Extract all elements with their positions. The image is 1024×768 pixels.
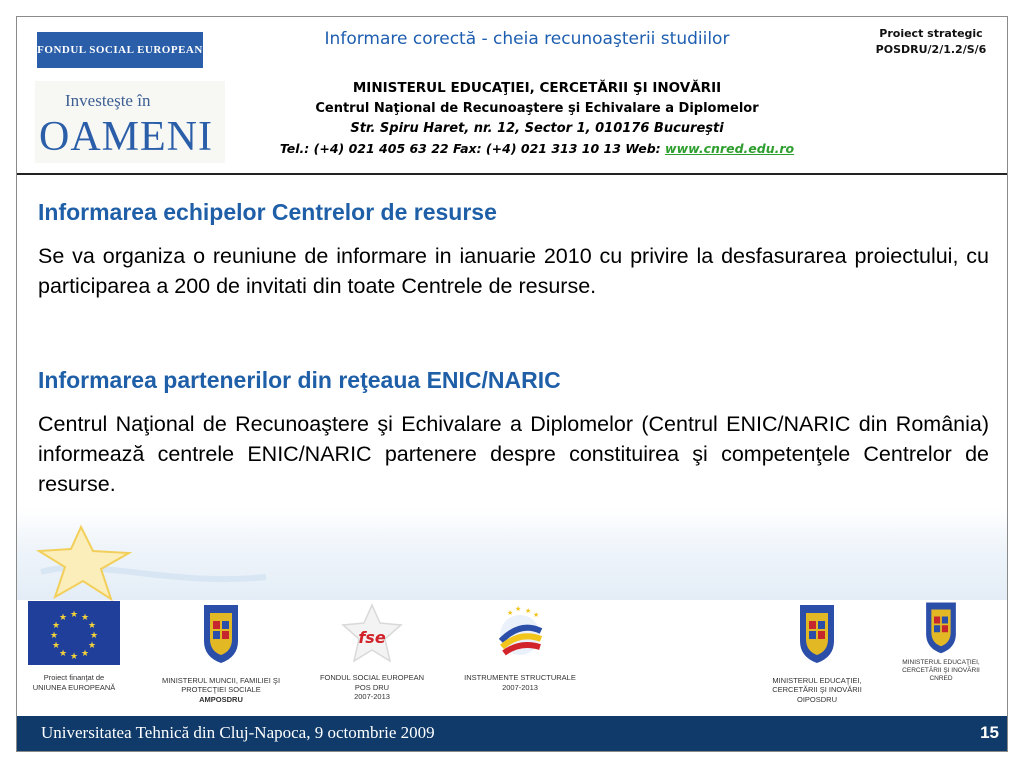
- structural-instruments-logo: [453, 601, 587, 692]
- slide: [16, 16, 1008, 752]
- svg-text:★: ★: [525, 607, 532, 615]
- section-text-enic-naric: Centrul Naţional de Recunoaştere şi Echivalare a Diplomelor (Centrul ENIC/NARIC din România) informează centrele ENIC/NARIC partenere despre constituirea şi competenţele Centrelor de resurse.: [38, 412, 989, 496]
- svg-text:★: ★: [49, 631, 59, 641]
- svg-text:★: ★: [80, 613, 90, 623]
- cnred-caption-line2: CERCETĂRII ŞI INOVĂRII: [902, 667, 980, 674]
- section-heading-enic-naric: Informarea partenerilor din reţeaua ENIC/NARIC: [38, 367, 561, 393]
- svg-text:★: ★: [80, 649, 90, 659]
- centre-name: Centrul Naţional de Recunoaştere şi Echivalare a Diplomelor: [315, 101, 759, 116]
- romanian-coat-of-arms-icon: [796, 601, 838, 665]
- svg-text:★: ★: [58, 613, 68, 623]
- slide-footer: [17, 716, 1008, 752]
- svg-text:★: ★: [69, 610, 79, 620]
- fse-caption-line2: POS DRU: [354, 682, 390, 692]
- structural-instruments-icon: [485, 601, 555, 665]
- centre-contact: [217, 139, 857, 159]
- romanian-coat-of-arms-icon: [200, 601, 242, 665]
- strategic-project-label: [853, 26, 1008, 58]
- eu-caption-line2: UNIUNEA EUROPEANĂ: [32, 682, 116, 692]
- eu-logo: [23, 601, 125, 692]
- strategic-project-line2: POSDRU/2/1.2/S/6: [875, 43, 987, 56]
- svg-text:★: ★: [87, 641, 97, 651]
- svg-text:★: ★: [51, 621, 61, 631]
- svg-text:★: ★: [87, 621, 97, 631]
- eu-caption-line1: Proiect finanţat de: [43, 673, 105, 682]
- mecti-caption-line1: MINISTERUL EDUCAŢIEI,: [772, 675, 862, 685]
- mecti-logo: [755, 601, 879, 704]
- fse-posdru-logo: [307, 601, 437, 702]
- cnred-caption-line1: MINISTERUL EDUCAŢIEI,: [902, 659, 980, 666]
- slide-header: [17, 17, 1008, 175]
- mecti-caption-line3: OIPOSDRU: [796, 694, 837, 704]
- mmfps-caption-line2: PROTECŢIEI SOCIALE: [181, 685, 261, 694]
- ministry-name: MINISTERUL EDUCAŢIEI, CERCETĂRII ŞI INOVĂRII: [352, 80, 722, 96]
- svg-text:★: ★: [69, 652, 79, 662]
- svg-text:★: ★: [533, 611, 540, 619]
- mmfps-caption-line3: AMPOSDRU: [199, 694, 243, 704]
- invest-in-people-logo: [35, 81, 225, 163]
- svg-text:★: ★: [507, 609, 514, 617]
- mmfps-caption-line1: MINISTERUL MUNCII, FAMILIEI ŞI: [161, 675, 281, 685]
- footer-text: Universitatea Tehnică din Cluj-Napoca, 9 octombrie 2009: [41, 723, 435, 742]
- svg-text:★: ★: [89, 631, 99, 641]
- si-caption-line1: INSTRUMENTE STRUCTURALE: [464, 673, 576, 682]
- contact-phone-fax: Tel.: (+4) 021 405 63 22 Fax: (+4) 021 313 10 13 Web:: [279, 141, 666, 156]
- mmfps-logo: [151, 601, 291, 704]
- section-text-resource-centres: Se va organiza o reuniune de informare in ianuarie 2010 cu privire la desfasurarea proiectului, cu participarea a 200 de invitati din toate Centrele de resurse.: [38, 244, 989, 298]
- fse-caption-line1: FONDUL SOCIAL EUROPEAN: [319, 673, 425, 682]
- svg-text:★: ★: [515, 605, 522, 613]
- mecti-caption-line2: CERCETĂRII ŞI INOVĂRII: [772, 685, 862, 694]
- strategic-project-line1: Proiect strategic: [879, 27, 983, 40]
- centre-address: Str. Spiru Haret, nr. 12, Sector 1, 010176 Bucureşti: [350, 121, 724, 136]
- page-number: 15: [980, 723, 999, 742]
- fse-caption-line3: 2007-2013: [354, 692, 390, 701]
- invest-in-people-small: Investeşte în: [65, 91, 151, 110]
- fse-logo: [37, 32, 203, 68]
- invest-in-people-big: OAMENI: [39, 114, 213, 160]
- website-link[interactable]: www.cnred.edu.ro: [665, 141, 795, 156]
- fse-mark: fse: [358, 628, 386, 647]
- ministry-block: [217, 77, 857, 159]
- header-title: Informare corectă - cheia recunoaşterii studiilor: [324, 29, 730, 49]
- si-caption-line2: 2007-2013: [502, 682, 538, 692]
- section-heading-resource-centres: Informarea echipelor Centrelor de resurse: [38, 199, 497, 225]
- cnred-caption-line3: CNRED: [929, 675, 953, 682]
- fse-star-icon: [337, 601, 407, 665]
- cnred-logo: [887, 599, 995, 683]
- romanian-coat-of-arms-icon: [920, 599, 962, 655]
- fse-logo-text: FONDUL SOCIAL EUROPEAN: [37, 44, 203, 56]
- eu-flag-icon: [28, 601, 120, 665]
- svg-text:★: ★: [51, 641, 61, 651]
- star-swoosh-icon: [31, 517, 271, 607]
- svg-text:★: ★: [58, 649, 68, 659]
